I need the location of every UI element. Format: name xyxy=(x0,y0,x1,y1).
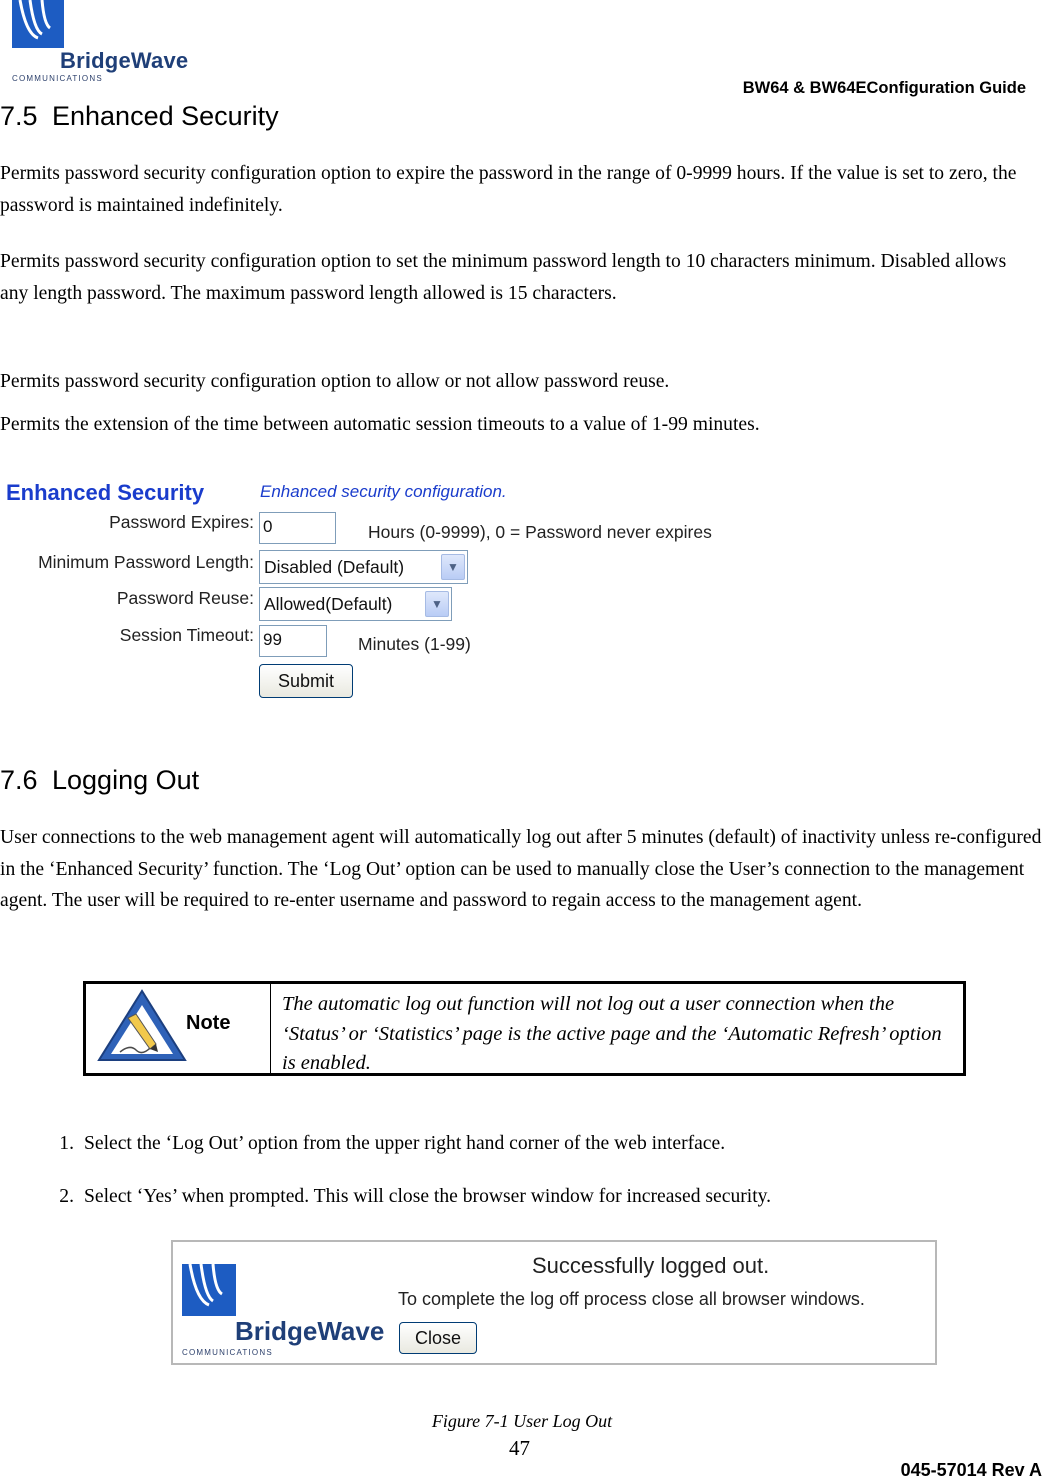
password-expires-input[interactable]: 0 xyxy=(259,512,336,544)
section-title: Logging Out xyxy=(52,765,200,795)
note-box xyxy=(83,981,966,1076)
session-timeout-hint: Minutes (1-99) xyxy=(358,634,471,654)
list-item xyxy=(34,1133,725,1155)
header-logo-subtitle: COMMUNICATIONS xyxy=(12,74,103,83)
min-length-value: Disabled (Default) xyxy=(264,557,405,577)
paragraph: Permits the extension of the time between automatic session timeouts to a value of 1-99 minutes. xyxy=(0,414,760,435)
section-7-5-heading xyxy=(0,101,279,132)
paragraph: Permits password security configuration option to allow or not allow password reuse. xyxy=(0,371,670,392)
submit-button[interactable]: Submit xyxy=(259,664,353,698)
paragraph: Permits password security configuration option to set the minimum password length to 10 characters minimum. Disabled allows any length password. The maximum password length allowed is 15 characters. xyxy=(0,251,1007,304)
bridgewave-logo-mark-icon xyxy=(182,1264,236,1316)
chevron-down-icon[interactable]: ▼ xyxy=(425,591,449,617)
logout-screenshot xyxy=(171,1240,937,1365)
session-timeout-label: Session Timeout: xyxy=(119,625,254,645)
page-number: 47 xyxy=(509,1436,530,1460)
min-length-label: Minimum Password Length: xyxy=(38,552,254,572)
section-number: 7.5 xyxy=(0,101,38,131)
paragraph: Permits password security configuration option to expire the password in the range of 0-9999 hours. If the value is set to zero, the password is maintained indefinitely. xyxy=(0,163,1017,216)
min-length-select[interactable] xyxy=(259,550,468,584)
reuse-select[interactable] xyxy=(259,587,452,621)
section-title: Enhanced Security xyxy=(52,101,279,131)
logout-logo-subtitle: COMMUNICATIONS xyxy=(182,1348,273,1357)
paragraph: User connections to the web management agent will automatically log out after 5 minutes (default) of inactivity unless re-configured in the ‘Enhanced Security’ function. The ‘Log Out’ option can be used to manually close the User’s connection to the management agent. The user will be required to re-enter username and password to regain access to the management agent. xyxy=(0,827,1042,911)
step-number: 2. xyxy=(59,1186,74,1207)
list-item xyxy=(34,1186,771,1208)
password-expires-label: Password Expires: xyxy=(109,512,254,532)
reuse-label: Password Reuse: xyxy=(116,588,254,608)
figure-caption: Figure 7-1 User Log Out xyxy=(431,1411,613,1431)
reuse-value: Allowed(Default) xyxy=(264,594,393,614)
enhanced-security-screenshot xyxy=(0,470,800,710)
section-number: 7.6 xyxy=(0,765,38,795)
session-timeout-input[interactable]: 99 xyxy=(259,625,327,657)
form-subtitle: Enhanced security configuration. xyxy=(260,482,507,501)
step-text: Select ‘Yes’ when prompted. This will close the browser window for increased security. xyxy=(84,1186,772,1207)
note-pencil-icon xyxy=(96,988,188,1064)
close-button[interactable]: Close xyxy=(399,1322,477,1354)
step-text: Select the ‘Log Out’ option from the upper right hand corner of the web interface. xyxy=(84,1133,726,1154)
note-text: The automatic log out function will not log out a user connection when the ‘Status’ or ‘Statistics’ page is the active page and the ‘Automatic Refresh’ option is enabled. xyxy=(282,993,942,1074)
header-logo-name: BridgeWave xyxy=(60,48,189,73)
logout-logo-name: BridgeWave xyxy=(235,1316,385,1346)
document-revision: 045-57014 Rev A xyxy=(900,1460,1042,1480)
logout-title: Successfully logged out. xyxy=(532,1253,770,1278)
section-7-6-heading xyxy=(0,765,199,796)
chevron-down-icon[interactable]: ▼ xyxy=(441,554,465,580)
note-icon-cell xyxy=(86,984,271,1073)
logout-subtitle: To complete the log off process close all browser windows. xyxy=(398,1289,865,1309)
form-title: Enhanced Security xyxy=(6,480,205,505)
step-number: 1. xyxy=(59,1133,74,1154)
note-label: Note xyxy=(186,1012,231,1034)
document-title: BW64 & BW64EConfiguration Guide xyxy=(742,79,1026,97)
password-expires-hint: Hours (0-9999), 0 = Password never expires xyxy=(368,522,712,542)
bridgewave-logo-mark-icon xyxy=(12,0,64,48)
